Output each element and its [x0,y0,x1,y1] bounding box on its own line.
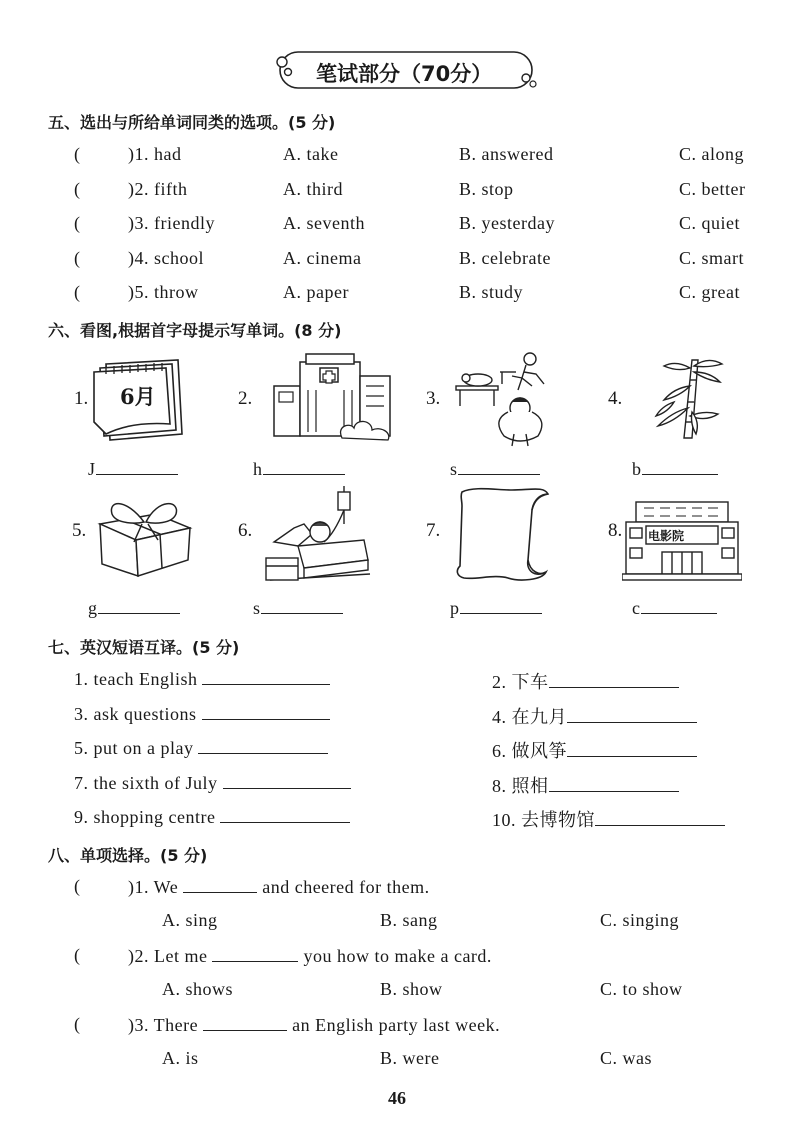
answer-blank-7[interactable]: p [450,597,542,619]
option-c[interactable]: C. singing [600,910,680,930]
phrase-row[interactable]: 9. shopping centre [74,806,350,828]
option-b[interactable]: B. study [459,282,524,302]
option-a[interactable]: A. is [162,1048,199,1068]
option-c[interactable]: C. along [679,144,744,164]
section-7-heading: 七、英汉短语互译。(5 分) [48,638,240,657]
option-c[interactable]: C. smart [679,248,744,268]
picture-number-5: 5. [72,520,87,541]
question-word: )4. school [128,248,204,268]
answer-paren[interactable]: ( [74,179,81,199]
option-c[interactable]: C. better [679,179,746,199]
option-b[interactable]: B. celebrate [459,248,551,268]
phrase-row[interactable]: 1. teach English [74,668,330,690]
bamboo-picture [634,356,734,440]
answer-blank-3[interactable]: s [450,458,540,480]
answer-blank-6[interactable]: s [253,597,343,619]
option-b[interactable]: B. were [380,1048,440,1068]
picture-number-2: 2. [238,388,253,409]
sports-picture [452,350,552,450]
answer-paren[interactable]: ( [74,282,81,302]
paren-mark[interactable]: ( [74,1014,81,1034]
option-a[interactable]: A. seventh [283,213,365,233]
page-title: 笔试部分（70分） [316,62,493,86]
phrase-row[interactable]: 6. 做风筝 [492,737,697,763]
option-a[interactable]: A. sing [162,910,218,930]
option-a[interactable]: A. shows [162,979,234,999]
answer-blank-1[interactable]: J [88,458,178,480]
answer-blank-2[interactable]: h [253,458,345,480]
answer-blank-5[interactable]: g [88,597,180,619]
phrase-row[interactable]: 4. 在九月 [492,703,697,729]
phrase-row[interactable]: 10. 去博物馆 [492,806,725,832]
phrase-row[interactable]: 5. put on a play [74,737,328,759]
picture-number-6: 6. [238,520,253,541]
picture-number-4: 4. [608,388,623,409]
question-row: )3. There an English party last week. [128,1015,501,1035]
option-a[interactable]: A. paper [283,282,349,302]
option-b[interactable]: B. show [380,979,443,999]
answer-blank-4[interactable]: b [632,458,718,480]
option-a[interactable]: A. third [283,179,343,199]
paper-picture [450,486,560,582]
option-c[interactable]: C. was [600,1048,652,1068]
picture-number-7: 7. [426,520,441,541]
answer-paren[interactable]: ( [74,144,81,164]
phrase-row[interactable]: 2. 下车 [492,668,679,694]
picture-number-3: 3. [426,388,441,409]
phrase-row[interactable]: 3. ask questions [74,703,330,725]
gift-picture [96,494,196,578]
picture-number-1: 1. [74,388,89,409]
option-c[interactable]: C. quiet [679,213,740,233]
hospital-picture [270,352,410,442]
option-a[interactable]: A. take [283,144,339,164]
option-c[interactable]: C. great [679,282,740,302]
option-b[interactable]: B. sang [380,910,438,930]
sick-patient-picture [264,484,374,584]
section-5-heading: 五、选出与所给单词同类的选项。(5 分) [48,113,336,132]
option-b[interactable]: B. answered [459,144,554,164]
question-word: )5. throw [128,282,199,302]
question-word: )1. had [128,144,182,164]
question-row: )2. Let me you how to make a card. [128,946,492,966]
phrase-row[interactable]: 8. 照相 [492,772,679,798]
section-8-heading: 八、单项选择。(5 分) [48,846,208,865]
section-6-heading: 六、看图,根据首字母提示写单词。(8 分) [48,321,342,340]
option-c[interactable]: C. to show [600,979,683,999]
question-word: )2. fifth [128,179,188,199]
calendar-month-text: 6月 [120,384,156,409]
phrase-row[interactable]: 7. the sixth of July [74,772,351,794]
answer-blank-8[interactable]: c [632,597,717,619]
question-row: )1. We and cheered for them. [128,877,430,897]
paren-mark[interactable]: ( [74,876,81,896]
page-number: 46 [388,1088,406,1108]
cinema-sign-text: 电影院 [648,529,685,543]
option-b[interactable]: B. stop [459,179,514,199]
picture-number-8: 8. [608,520,623,541]
option-b[interactable]: B. yesterday [459,213,555,233]
question-word: )3. friendly [128,213,215,233]
paren-mark[interactable]: ( [74,945,81,965]
answer-paren[interactable]: ( [74,213,81,233]
answer-paren[interactable]: ( [74,248,81,268]
option-a[interactable]: A. cinema [283,248,362,268]
